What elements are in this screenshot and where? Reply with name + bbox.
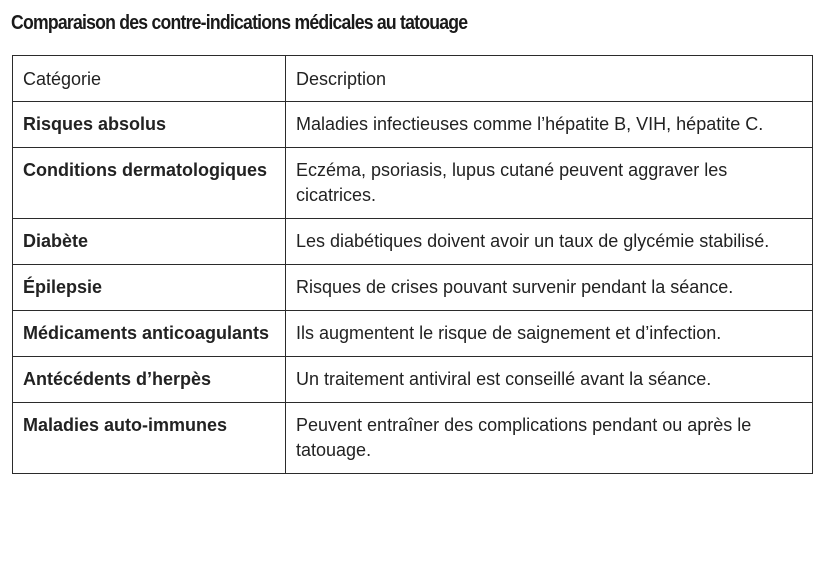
contraindications-table: [12, 55, 813, 474]
column-header-description: Description: [286, 56, 813, 102]
row-description: Les diabétiques doivent avoir un taux de glycémie stabilisé.: [286, 219, 813, 265]
row-category: Médicaments anticoagulants: [13, 311, 286, 357]
row-category: Épilepsie: [13, 265, 286, 311]
table-row: [13, 148, 813, 219]
row-category: Maladies auto-immunes: [13, 403, 286, 474]
table-row: [13, 357, 813, 403]
table-row: [13, 265, 813, 311]
row-category: Risques absolus: [13, 102, 286, 148]
column-header-category: Catégorie: [13, 56, 286, 102]
table-row: [13, 311, 813, 357]
table-row: [13, 102, 813, 148]
table-row: [13, 219, 813, 265]
table-header-row: [13, 56, 813, 102]
row-category: Conditions dermatologiques: [13, 148, 286, 219]
row-description: Peuvent entraîner des complications pendant ou après le tatouage.: [286, 403, 813, 474]
row-description: Eczéma, psoriasis, lupus cutané peuvent aggraver les cicatrices.: [286, 148, 813, 219]
row-description: Ils augmentent le risque de saignement et d’infection.: [286, 311, 813, 357]
row-category: Antécédents d’herpès: [13, 357, 286, 403]
row-category: Diabète: [13, 219, 286, 265]
row-description: Un traitement antiviral est conseillé avant la séance.: [286, 357, 813, 403]
row-description: Risques de crises pouvant survenir pendant la séance.: [286, 265, 813, 311]
page-title: Comparaison des contre-indications médicales au tatouage: [11, 11, 468, 34]
table-row: [13, 403, 813, 474]
row-description: Maladies infectieuses comme l’hépatite B, VIH, hépatite C.: [286, 102, 813, 148]
